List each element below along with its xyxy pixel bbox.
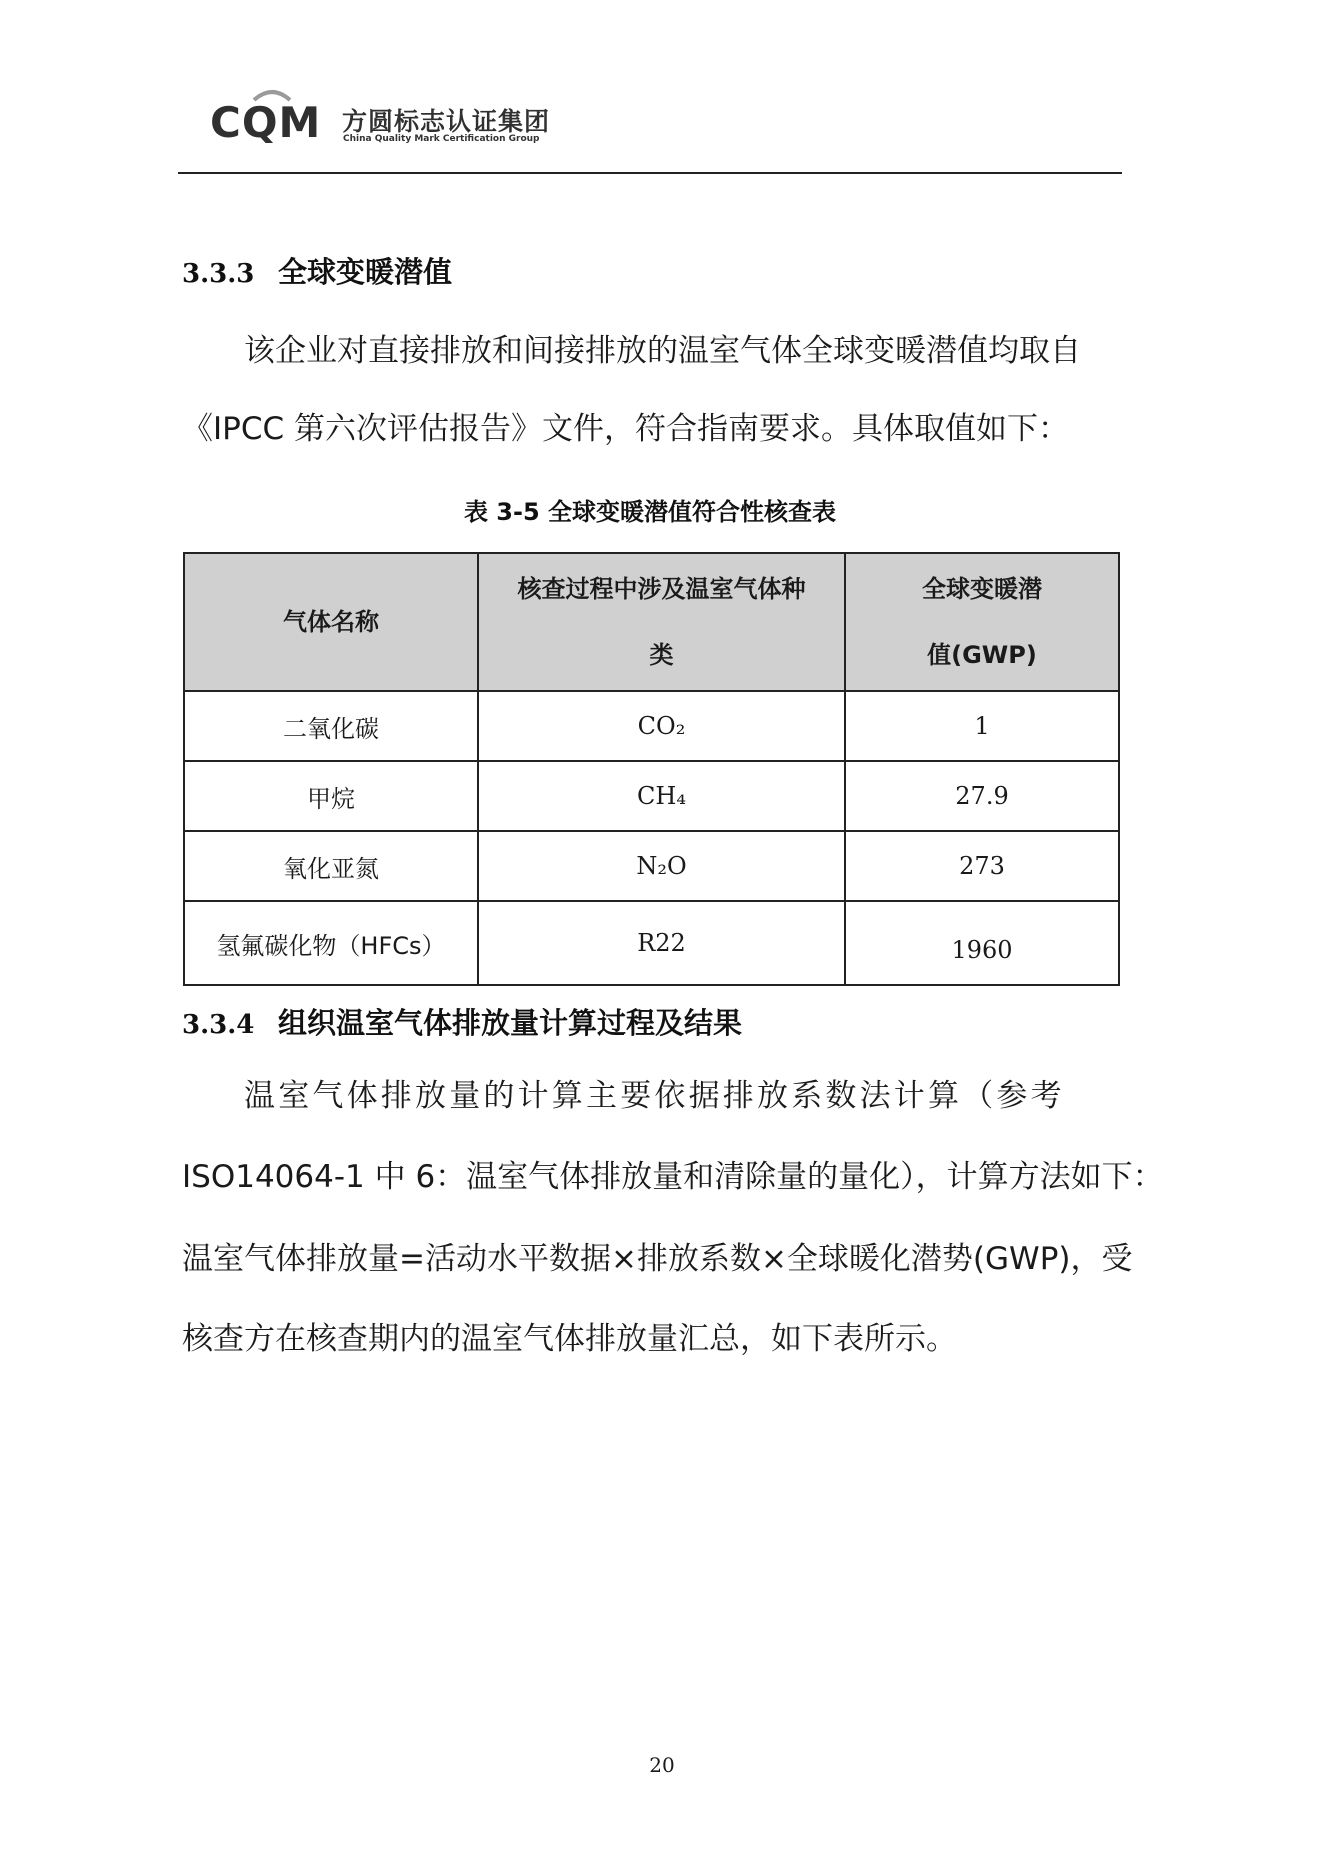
gwp-value-cell: 273 xyxy=(845,831,1119,901)
paragraph-line: 核查方在核查期内的温室气体排放量汇总，如下表所示。 xyxy=(182,1321,957,1357)
paragraph-line: ISO14064-1 中 6：温室气体排放量和清除量的量化），计算方法如下： xyxy=(182,1159,1164,1195)
gas-formula-cell: CO₂ xyxy=(478,691,845,761)
section-heading-334 xyxy=(182,1001,742,1042)
paragraph-line: 温室气体排放量的计算主要依据排放系数法计算（参考 xyxy=(244,1078,1065,1114)
gwp-value-cell: 27.9 xyxy=(845,761,1119,831)
gas-formula-cell: CH₄ xyxy=(478,761,845,831)
table-header-row xyxy=(184,553,1119,691)
gas-formula-cell: R22 xyxy=(478,901,845,985)
gwp-value-cell: 1960 xyxy=(845,901,1119,985)
gwp-table xyxy=(183,552,1120,986)
paragraph-line: 温室气体排放量=活动水平数据×排放系数×全球暖化潜势(GWP)，受 xyxy=(182,1241,1133,1277)
gas-name-cell: 二氧化碳 xyxy=(184,691,478,761)
table-row xyxy=(184,691,1119,761)
paragraph-line: 该企业对直接排放和间接排放的温室气体全球变暖潜值均取自 xyxy=(244,333,1081,369)
section-title: 组织温室气体排放量计算过程及结果 xyxy=(278,1006,743,1040)
paragraph-line: 《IPCC 第六次评估报告》文件，符合指南要求。具体取值如下： xyxy=(182,411,1069,447)
logo-text: CQM xyxy=(210,98,322,147)
org-name-cn: 方圆标志认证集团 xyxy=(342,107,551,136)
table-caption: 表 3-5 全球变暖潜值符合性核查表 xyxy=(463,498,837,526)
cqm-logo xyxy=(210,88,550,150)
gas-name-cell: 氢氟碳化物（HFCs） xyxy=(184,901,478,985)
section-number: 3.3.4 xyxy=(182,1010,255,1040)
header-gwp: 全球变暖潜值(GWP) xyxy=(845,553,1119,691)
gas-formula-cell: N₂O xyxy=(478,831,845,901)
section-heading-333 xyxy=(182,250,452,291)
section-number: 3.3.3 xyxy=(182,259,255,289)
section-title: 全球变暖潜值 xyxy=(278,255,453,289)
gwp-value-cell: 1 xyxy=(845,691,1119,761)
page-number: 20 xyxy=(649,1753,675,1777)
header-gas-name: 气体名称 xyxy=(184,553,478,691)
header-gas-type: 核查过程中涉及温室气体种类 xyxy=(478,553,845,691)
table-row xyxy=(184,831,1119,901)
gas-name-cell: 甲烷 xyxy=(184,761,478,831)
org-name-en: China Quality Mark Certification Group xyxy=(343,134,540,144)
gas-name-cell: 氧化亚氮 xyxy=(184,831,478,901)
header-divider xyxy=(178,172,1122,174)
table-row xyxy=(184,761,1119,831)
table-row xyxy=(184,901,1119,985)
